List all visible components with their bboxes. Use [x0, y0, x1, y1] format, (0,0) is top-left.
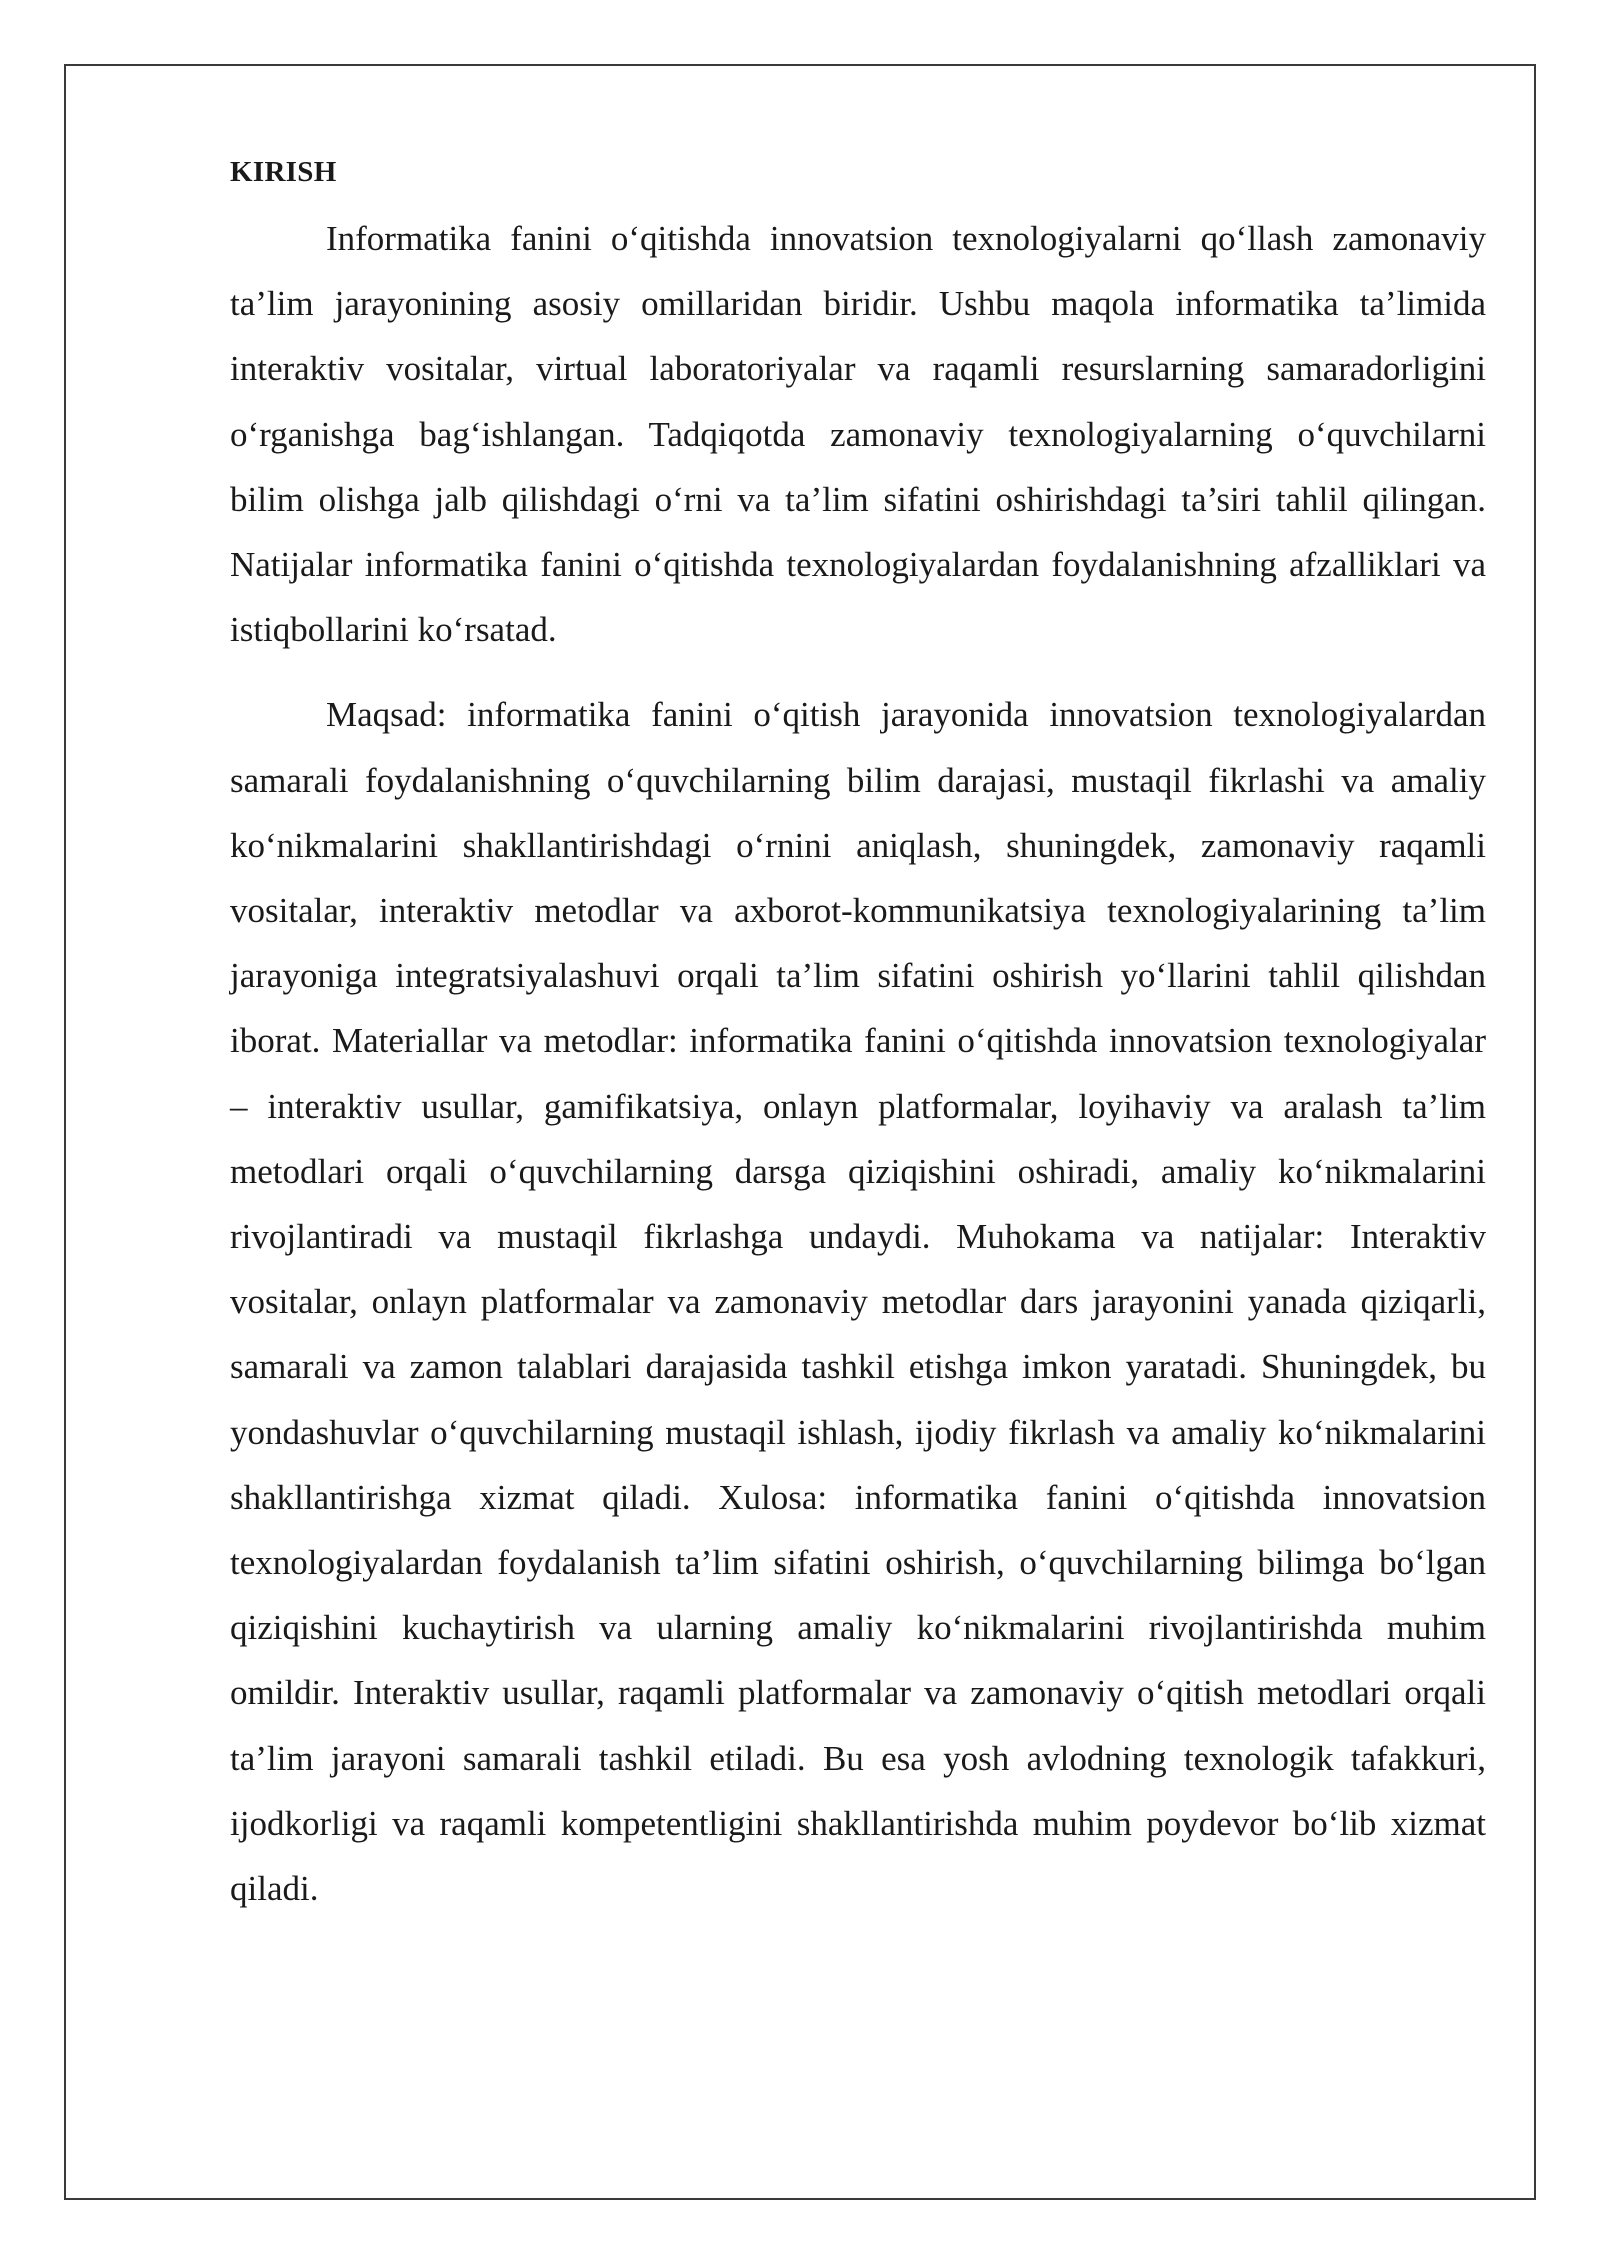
document-body — [230, 148, 1486, 1921]
paragraph-abstract: Maqsad: informatika fanini o‘qitish jarayonida innovatsion texnologiyalardan samarali foydalanishning o‘quvchilarning bilim darajasi, mustaqil fikrlashi va amaliy ko‘nikmalarini shakllantirishdagi o‘rnini aniqlash, shuningdek, zamonaviy raqamli vositalar, interaktiv metodlar va axborot-kommunikatsiya texnologiyalarining ta’lim jarayoniga integratsiyalashuvi orqali ta’lim sifatini oshirish yo‘llarini tahlil qilishdan iborat. Materiallar va metodlar: informatika fanini o‘qitishda innovatsion texnologiyalar – interaktiv usullar, gamifikatsiya, onlayn platformalar, loyihaviy va aralash ta’lim metodlari orqali o‘quvchilarning darsga qiziqishini oshiradi, amaliy ko‘nikmalarini rivojlantiradi va mustaqil fikrlashga undaydi. Muhokama va natijalar: Interaktiv vositalar, onlayn platformalar va zamonaviy metodlar dars jarayonini yanada qiziqarli, samarali va zamon talablari darajasida tashkil etishga imkon yaratadi. Shuningdek, bu yondashuvlar o‘quvchilarning mustaqil ishlash, ijodiy fikrlash va amaliy ko‘nikmalarini shakllantirishga xizmat qiladi. Xulosa: informatika fanini o‘qitishda innovatsion texnologiyalardan foydalanish ta’lim sifatini oshirish, o‘quvchilarning bilimga bo‘lgan qiziqishini kuchaytirish va ularning amaliy ko‘nikmalarini rivojlantirishda muhim omildir. Interaktiv usullar, raqamli platformalar va zamonaviy o‘qitish metodlari orqali ta’lim jarayoni samarali tashkil etiladi. Bu esa yosh avlodning texnologik tafakkuri, ijodkorligi va raqamli kompetentligini shakllantirishda muhim poydevor bo‘lib xizmat qiladi. — [230, 695, 1486, 1909]
paragraph-intro: Informatika fanini o‘qitishda innovatsion texnologiyalarni qo‘llash zamonaviy ta’lim jarayonining asosiy omillaridan biridir. Ushbu maqola informatika ta’limida interaktiv vositalar, virtual laboratoriyalar va raqamli resurslarning samaradorligini o‘rganishga bag‘ishlangan. Tadqiqotda zamonaviy texnologiyalarning o‘quvchilarni bilim olishga jalb qilishdagi o‘rni va ta’lim sifatini oshirishdagi ta’siri tahlil qilingan. Natijalar informatika fanini o‘qitishda texnologiyalardan foydalanishning afzalliklari va istiqbollarini ko‘rsatad. — [230, 219, 1486, 650]
section-heading: KIRISH — [230, 156, 337, 188]
